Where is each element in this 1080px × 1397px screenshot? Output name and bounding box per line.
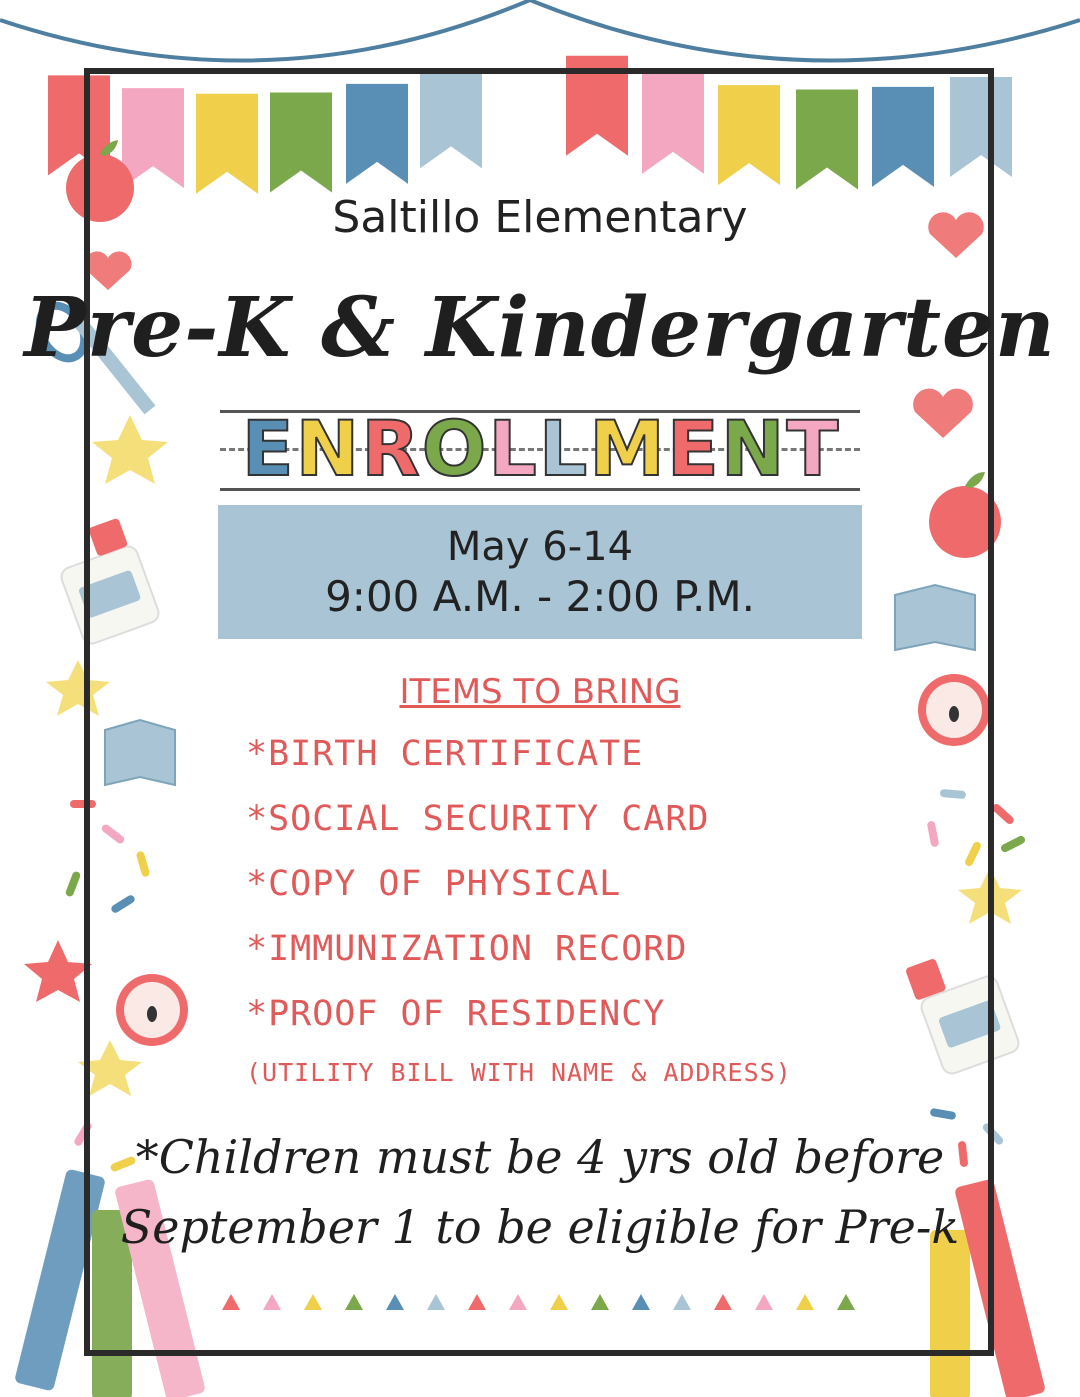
enrollment-letter: N [720,404,785,493]
list-item: *COPY OF PHYSICAL [246,864,622,904]
items-list [246,730,710,1055]
list-item: *IMMUNIZATION RECORD [246,929,688,969]
headline: Pre-K & Kindergarten [24,280,1056,376]
enrollment-letter: E [666,404,719,493]
school-name: Saltillo Elementary [332,192,748,243]
residency-note: (UTILITY BILL WITH NAME & ADDRESS) [246,1058,792,1087]
enrollment-letter: R [361,404,420,493]
enrollment-banner [220,404,860,494]
eligibility-note [0,1122,1080,1262]
list-item: *PROOF OF RESIDENCY [246,994,666,1034]
enrollment-hours: 9:00 A.M. - 2:00 P.M. [325,572,755,621]
sprinkle [991,802,1016,825]
enrollment-letter: T [786,404,839,493]
enrollment-letter: L [488,404,537,493]
list-item: *BIRTH CERTIFICATE [246,734,644,774]
sprinkle [65,870,82,897]
date-box [218,505,862,639]
list-item: *SOCIAL SECURITY CARD [246,799,710,839]
pennant-string-right [530,0,1080,61]
pennant-string-left [0,0,530,61]
enrollment-letter: O [421,404,487,493]
star-icon [24,940,92,1002]
enrollment-letter: M [589,404,665,493]
enrollment-dates: May 6-14 [446,524,634,570]
enrollment-letter: N [295,404,360,493]
sprinkle [1000,835,1027,854]
items-title: ITEMS TO BRING [399,672,681,712]
eligibility-line-2: September 1 to be eligible for Pre-k [120,1200,960,1254]
enrollment-letter: E [241,404,294,493]
eligibility-line-1: *Children must be 4 yrs old before [135,1130,945,1184]
enrollment-letter: L [538,404,588,493]
